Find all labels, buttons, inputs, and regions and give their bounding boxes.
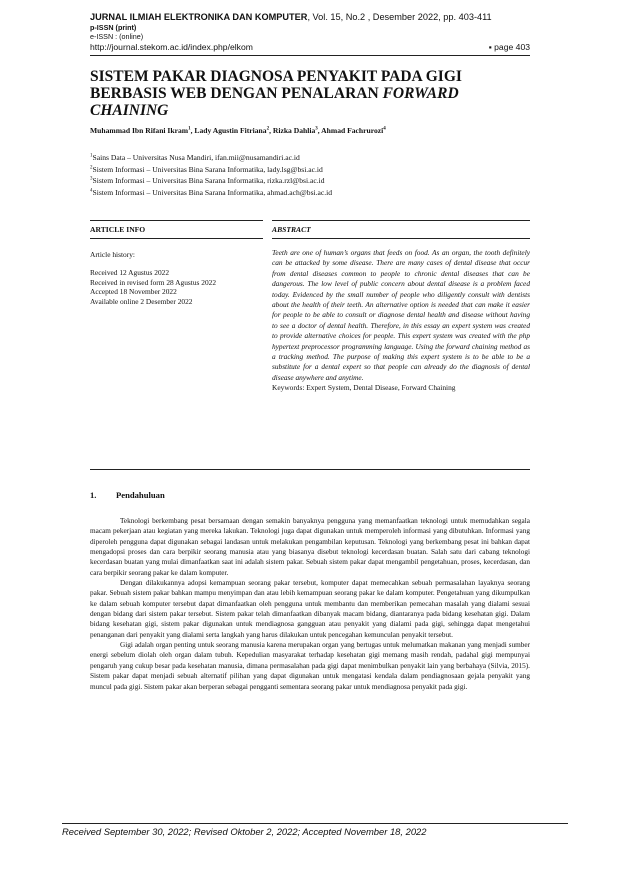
author-sup: 3 bbox=[315, 126, 318, 132]
body-text bbox=[90, 516, 530, 692]
keywords: Keywords: Expert System, Dental Disease, Forward Chaining bbox=[272, 383, 456, 393]
paper-title bbox=[90, 68, 530, 119]
affiliation-text: Sistem Informasi – Universitas Bina Sarana Informatika, rizka.rzl@bsi.ac.id bbox=[92, 176, 325, 186]
section-title: Pendahuluan bbox=[116, 490, 165, 500]
history-item: Available online 2 Desember 2022 bbox=[90, 296, 193, 306]
affiliation-sup: 4 bbox=[90, 188, 93, 194]
author-sup: 2 bbox=[266, 126, 270, 132]
paragraph: Teknologi berkembang pesat bersamaan dengan semakin banyaknya pengguna yang memanfaatkan teknologi untuk memudahkan segala macam pekerjaan atau kegiatan yang mereka lakukan. Teknologi juga dapat digunakan untuk memperoleh informasi yang dibutuhkan. Informasi yang diperoleh pengguna dapat digunakan sebagai landasan untuk melakukan pengambilan keputusan. Teknologi yang berkembang pesat ini bahkan dapat mengadopsi proses dan cara berpikir seorang manusia atau yang biasanya disebut teknologi kecerdasan buatan. Salah satu dari cabang teknologi kecerdasan buatan yang mulai dimanfaatkan saat ini adalah sistem pakar. Sebuah sistem pakar dapat mengambil pengetahuan, proses, kecerdasan, dan cara berpikir seorang pakar ke dalam komputer. bbox=[90, 517, 530, 577]
affiliation bbox=[90, 152, 530, 164]
section-number: 1. bbox=[90, 490, 97, 500]
footer-received: Received September 30, 2022; Revised Oktober 2, 2022; Accepted November 18, 2022 bbox=[62, 826, 427, 837]
author-list: Muhammad Ibn Rifani Ikram$^1$, Lady Agustin Fitriana$^2$, Rizka Dahlia$^3$, Ahmad Fachrurozi$^4$ bbox=[90, 126, 386, 135]
author-name: Lady Agustin Fitriana bbox=[194, 126, 267, 135]
paragraph: Dengan dilakukannya adopsi kemampuan seorang pakar tersebut, komputer dapat memecahkan sebuah permasalahan layaknya seorang pakar. Sebuah sistem pakar bahkan mampu menyimpan dan atau lebih kemampuan seorang pakar ke dalam komputer. Pengetahuan yang dikumpulkan ke dalam sebuah komputer tersebut dapat dimanfaatkan oleh pengguna untuk membantu dan memberikan pemecahan masalah yang dialami sesuai dengan bidang dari sistem pakar tersebut. Sistem pakar telah dimanfaatkan dibanyak macam bidang, diantaranya pada bidang kesehatan gigi. Dalam bidang kesehatan gigi, sistem pakar digunakan untuk mendiagnosa gangguan atau penyakit yang dialami pada gigi, sehingga dapat mengetahui penanganan dari penyakit yang dialami serta langkah yang harus dilakukan untuk pencegahan kemunculan penyakit tersebut. bbox=[90, 579, 530, 639]
affiliation-text: Sistem Informasi – Universitas Bina Sarana Informatika, ahmad.ach@bsi.ac.id bbox=[92, 187, 333, 197]
history-item: Accepted 18 November 2022 bbox=[90, 287, 177, 297]
affiliation bbox=[90, 175, 530, 187]
volume-info: , Vol. 15, No.2 , Desember 2022, pp. 403-411 bbox=[307, 12, 492, 22]
author-sup: 1 bbox=[188, 126, 191, 132]
title-italic: FORWARD CHAINING bbox=[90, 85, 459, 119]
author-name: Muhammad Ibn Rifani Ikram bbox=[90, 126, 189, 135]
affiliations bbox=[90, 152, 530, 198]
affiliation bbox=[90, 164, 530, 176]
affiliation-text: Sistem Informasi – Universitas Bina Sarana Informatika, lady.lsg@bsi.ac.id bbox=[92, 164, 323, 174]
history-label: Article history: bbox=[90, 250, 135, 259]
footer-rule bbox=[62, 823, 568, 824]
pissn: p-ISSN (print) bbox=[90, 23, 137, 32]
journal-line bbox=[90, 12, 530, 23]
article-info-heading: ARTICLE INFO bbox=[90, 220, 263, 239]
history-item: Received in revised form 28 Agustus 2022 bbox=[90, 277, 217, 287]
author-name: Ahmad Fachrurozi bbox=[321, 126, 384, 135]
history-item: Received 12 Agustus 2022 bbox=[90, 268, 170, 278]
affiliation-sup: 3 bbox=[90, 176, 93, 182]
paragraph: Gigi adalah organ penting untuk seorang manusia karena merupakan organ yang bertugas untuk melumatkan makanan yang menjadi sumber energi sebelum diolah oleh organ dalam tubuh. Kepedulian masyarakat terhadap kesehatan gigi memang masih rendah, padahal gigi mempunyai pengaruh yang cukup besar pada kesehatan manusia, dimana permasalahan pada gigi dapat menimbulkan penyakit lain yang berbahaya (Silvia, 2015). Sistem pakar dapat menjadi sebuah alternatif pilihan yang dapat digunakan untuk mengatasi kendala dalam pendiagnosaan gejala penyakit yang muncul pada gigi. Sistem pakar akan berperan sebagai pengganti sementara seorang pakar untuk mendiagnosa penyakit pada gigi. bbox=[90, 641, 530, 691]
abstract bbox=[272, 220, 530, 393]
page-label: ▪ page 403 bbox=[488, 42, 530, 52]
title-main: SISTEM PAKAR DIAGNOSA PENYAKIT PADA GIGI BERBASIS WEB DENGAN PENALARAN bbox=[90, 68, 462, 102]
abstract-heading: ABSTRACT bbox=[272, 220, 530, 239]
section-heading bbox=[90, 490, 165, 500]
affiliation-sup: 1 bbox=[90, 153, 93, 159]
journal-url[interactable]: http://journal.stekom.ac.id/index.php/elkom bbox=[90, 42, 253, 52]
affiliation-text: Sains Data – Universitas Nusa Mandiri, ifan.mii@nusamandiri.ac.id bbox=[92, 153, 300, 162]
abstract-text: Teeth are one of human’s organs that feeds on food. As an organ, the tooth definitely can be attacked by some disease. There are many cases of dental disease that occur from dental diseases common to people to chronic dental diseases that can be dangerous. The low level of public concern about dental disease is a problem faced today. Evidenced by the small number of people who diligently consult with dentists about the health of their teeth. An alternative option is needed that can make it easier for people to be able to consult or diagnose dental health and disease without having to see a doctor of dental health. Therefore, in this essay an expert system was created to provide alternative choices for people. This expert system was created with the php hypertext preprocessor programming language. Using the forward chaining method as a tracking method. The purpose of making this expert system is to be able to be a substitute for a dental expert so that people can already do the diagnosis of dental disease anywhere and anytime. bbox=[272, 248, 530, 382]
eissn: e-ISSN : (online) bbox=[90, 32, 144, 41]
info-bottom-rule bbox=[90, 469, 530, 470]
affiliation bbox=[90, 187, 530, 199]
journal-name: JURNAL ILMIAH ELEKTRONIKA DAN KOMPUTER bbox=[90, 12, 308, 22]
article-history bbox=[90, 250, 263, 306]
article-info bbox=[90, 220, 263, 306]
affiliation-sup: 2 bbox=[90, 165, 93, 171]
author-name: Rizka Dahlia bbox=[272, 126, 316, 135]
header-rule bbox=[90, 55, 530, 56]
url-row bbox=[90, 42, 530, 53]
journal-header bbox=[90, 12, 530, 56]
author-sup: 4 bbox=[383, 126, 386, 132]
